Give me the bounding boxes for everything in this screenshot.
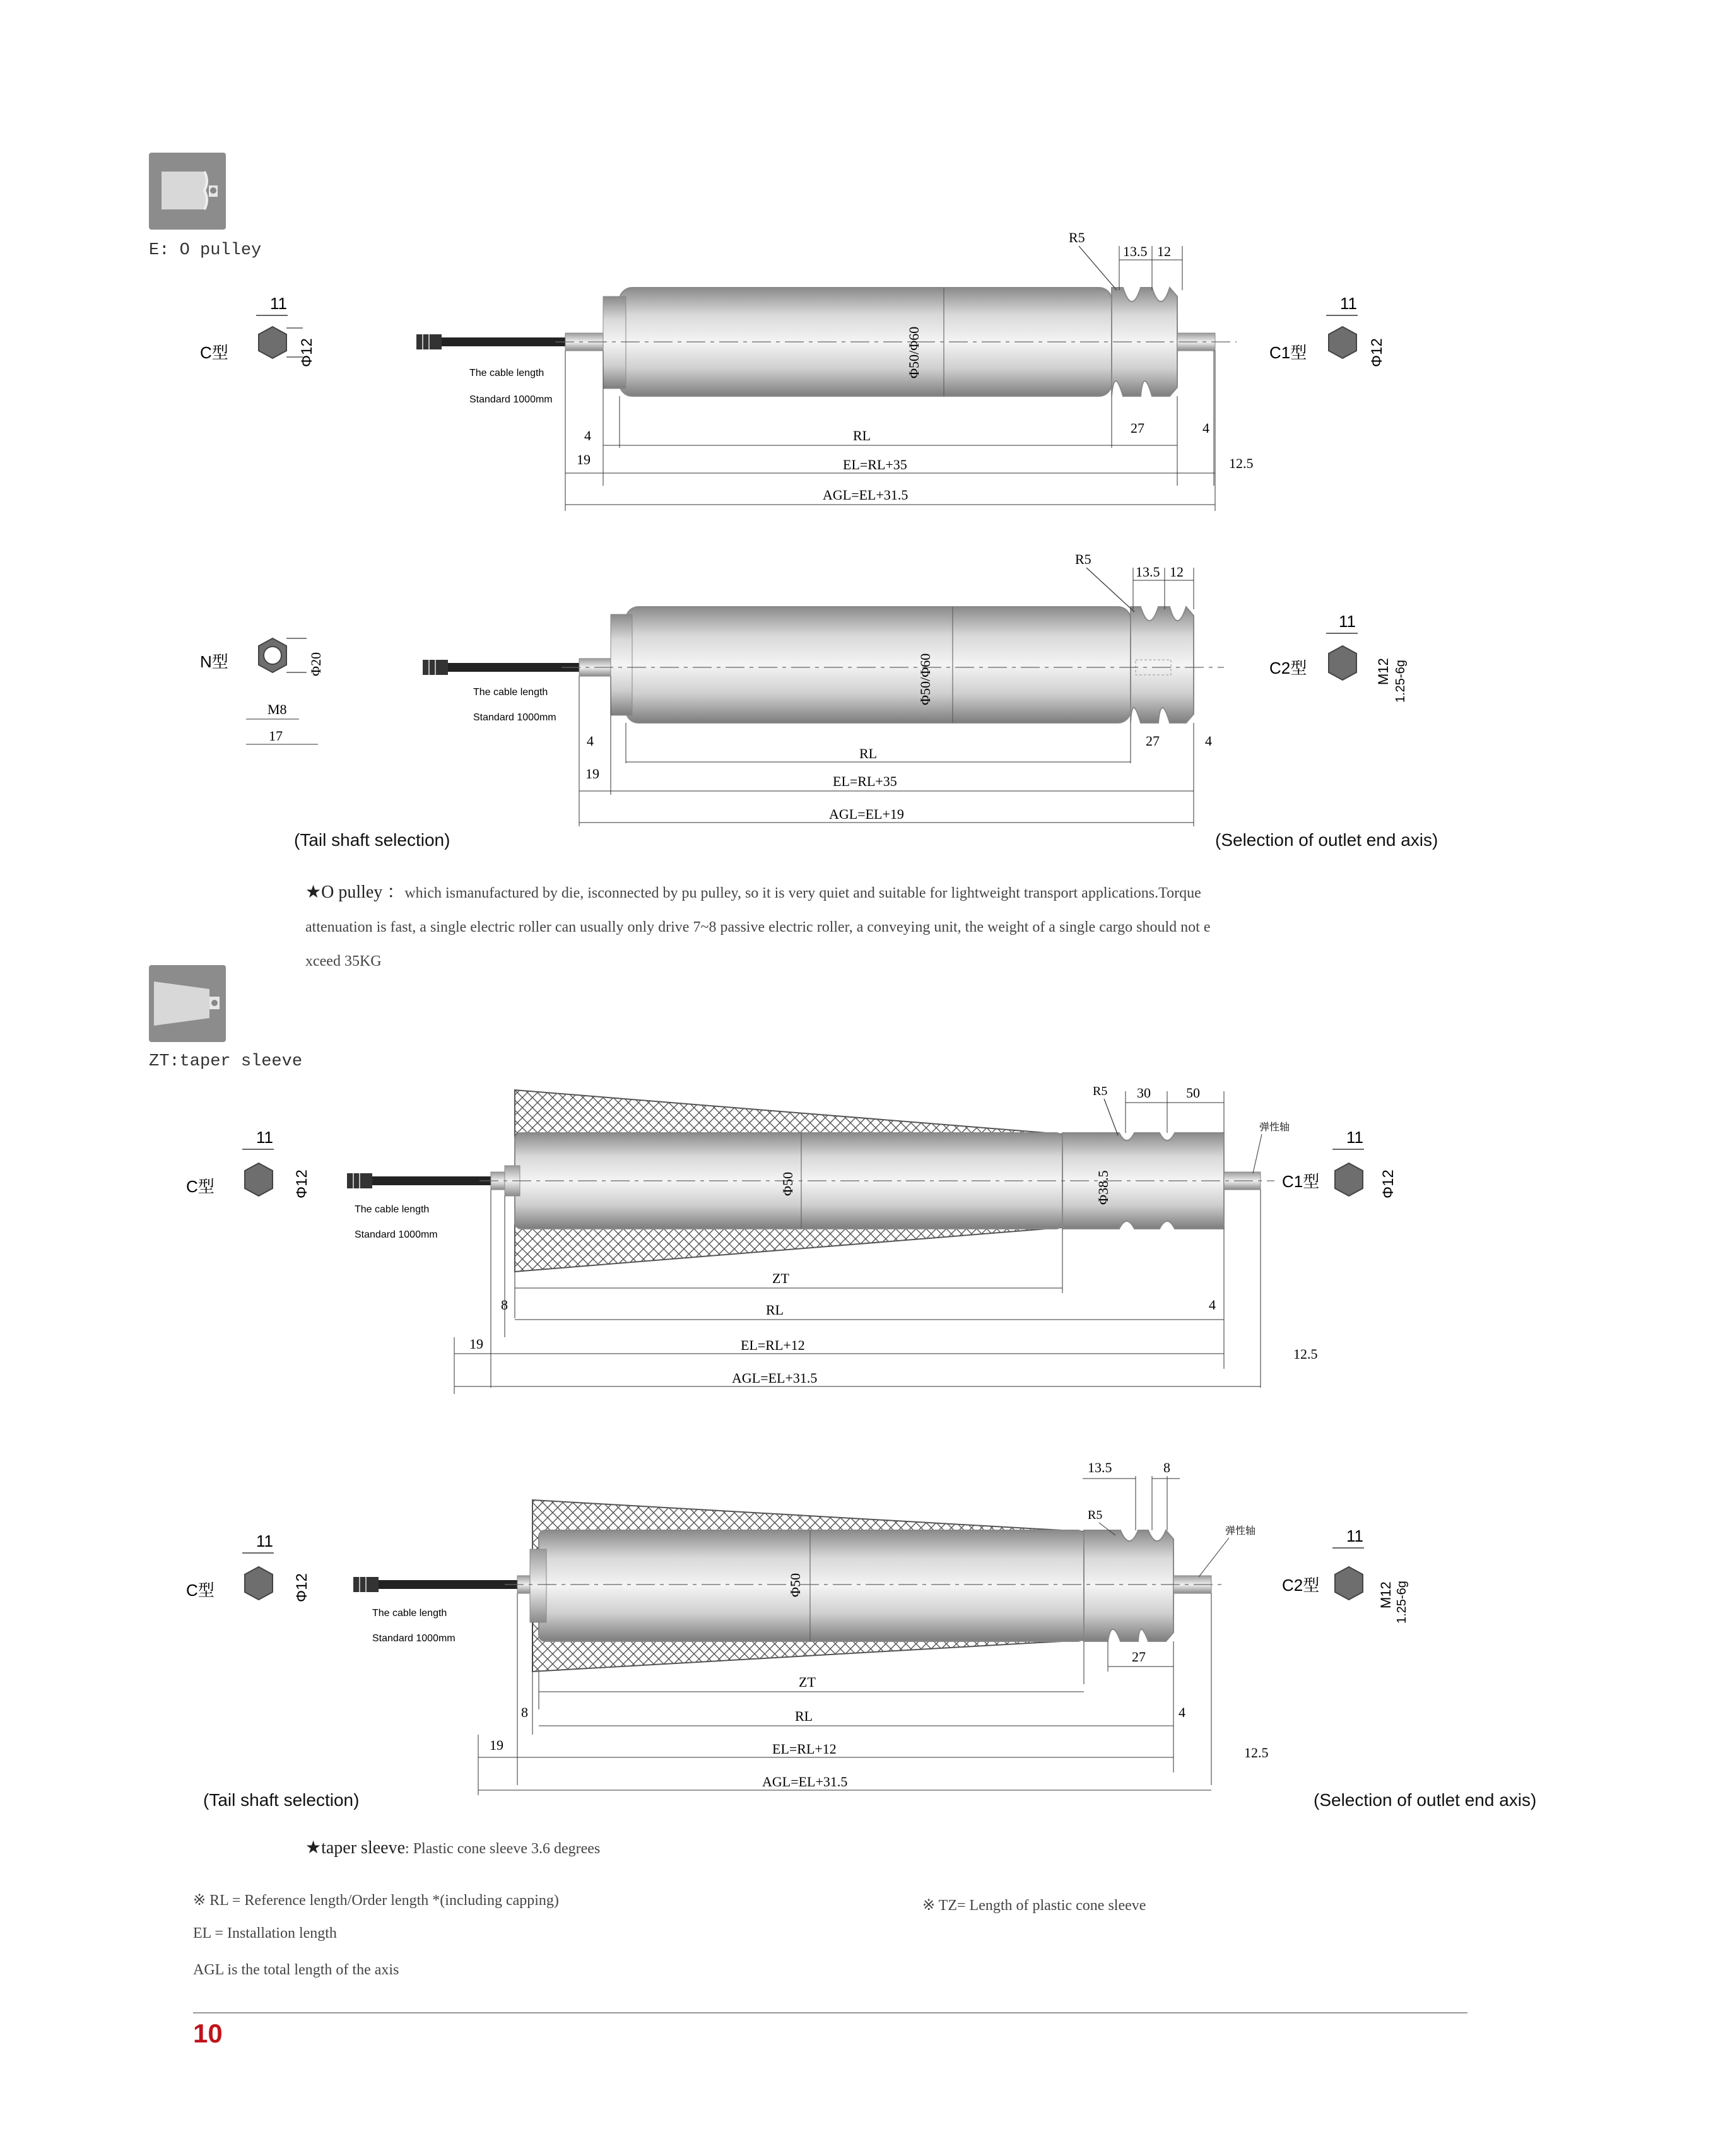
groove-width-label: 13.5 [1123, 243, 1148, 259]
dim-agl: AGL=EL+31.5 [762, 1774, 848, 1790]
left-dia-label: Φ20 [308, 652, 324, 676]
left-width-label: 11 [270, 294, 287, 313]
footer-divider [193, 2012, 1467, 2013]
dim-30: 30 [1137, 1085, 1151, 1101]
section-label-taper-sleeve: ZT:taper sleeve [149, 1052, 303, 1071]
dim-4: 4 [1209, 1297, 1216, 1313]
cable-standard-label: Standard 1000mm [372, 1633, 456, 1644]
tail-shaft-caption-taper: (Tail shaft selection) [203, 1790, 360, 1810]
right-pitch-label: 1.25-6g [1395, 1581, 1409, 1624]
left-width-label: 17 [269, 728, 283, 744]
dim-el: EL=RL+35 [833, 773, 897, 789]
outlet-axis-caption-taper: (Selection of outlet end axis) [1314, 1790, 1537, 1810]
right-width-label: 11 [1339, 612, 1356, 631]
right-thread-label: M12 [1375, 658, 1391, 685]
right-type-label: C1型 [1269, 343, 1307, 362]
left-dia-label: Φ12 [298, 338, 315, 367]
left-type-label: C型 [200, 343, 228, 362]
tail-shaft-caption: (Tail shaft selection) [294, 830, 450, 850]
dim-27: 27 [1131, 420, 1144, 436]
o-pulley-description [305, 876, 1466, 978]
page-number: 10 [193, 2018, 223, 2048]
dim-4-left: 4 [587, 733, 594, 749]
dim-19: 19 [577, 452, 591, 467]
taper-sleeve-description [305, 1836, 1189, 1861]
dim-4: 4 [1179, 1704, 1185, 1720]
dim-rl: RL [795, 1708, 813, 1724]
dim-rl: RL [859, 746, 878, 761]
left-type-label: N型 [200, 652, 228, 671]
dim-19: 19 [490, 1737, 503, 1753]
cable-standard-label: Standard 1000mm [473, 712, 556, 723]
right-width-label: 11 [1340, 294, 1357, 313]
tube-dia-label: Φ50/Φ60 [917, 653, 933, 705]
radius-label: R5 [1093, 1084, 1108, 1098]
dim-8: 8 [521, 1704, 528, 1720]
taper-sleeve-c2-diagram [164, 1457, 1514, 1798]
dim-50: 50 [1186, 1085, 1200, 1101]
dim-zt: ZT [772, 1270, 789, 1286]
o-pulley-description-line2: attenuation is fast, a single electric roller can usually only drive 7~8 passive electric roller, a conveying unit, the weight of a single cargo should not e [305, 919, 1211, 935]
right-pitch-label: 1.25-6g [1394, 660, 1408, 703]
groove-width-label: 13.5 [1136, 564, 1160, 580]
dim-27: 27 [1132, 1649, 1146, 1665]
radius-label: R5 [1088, 1508, 1103, 1522]
left-dia-label: Φ12 [293, 1169, 310, 1198]
spring-shaft-label: 弹性轴 [1225, 1526, 1256, 1537]
cable-standard-label: Standard 1000mm [355, 1229, 438, 1240]
tube-dia-label: Φ50 [780, 1171, 796, 1196]
taper-sleeve-description-lead: ★taper sleeve [305, 1838, 406, 1858]
taper-sleeve-thumbnail [149, 965, 226, 1042]
cable-length-label: The cable length [355, 1204, 430, 1215]
right-width-label: 11 [1346, 1128, 1363, 1147]
taper-sleeve-icon [149, 965, 226, 1042]
end-dia-label: Φ38.5 [1095, 1170, 1111, 1205]
right-thread-label: M12 [1378, 1581, 1394, 1608]
dim-4-right: 4 [1202, 420, 1209, 436]
dim-19: 19 [585, 766, 599, 782]
right-width-label: 11 [1346, 1526, 1363, 1545]
dim-rl: RL [766, 1302, 784, 1318]
groove-gap-label: 12 [1157, 243, 1171, 259]
dim-agl: AGL=EL+31.5 [732, 1370, 818, 1386]
dim-8: 8 [501, 1297, 508, 1313]
dim-el: EL=RL+12 [772, 1741, 837, 1757]
cable-length-label: The cable length [473, 687, 548, 698]
taper-sleeve-c1-diagram [164, 1072, 1514, 1400]
dim-4-left: 4 [584, 428, 591, 443]
dim-el: EL=RL+12 [741, 1337, 805, 1353]
radius-label: R5 [1069, 230, 1085, 245]
dim-4-right: 4 [1205, 733, 1212, 749]
dim-27: 27 [1146, 733, 1160, 749]
note-tz: ※ TZ= Length of plastic cone sleeve [922, 1897, 1146, 1914]
dim-19: 19 [469, 1336, 483, 1352]
o-pulley-icon [149, 153, 226, 230]
o-pulley-description-line3: xceed 35KG [305, 953, 382, 970]
dim-agl: AGL=EL+19 [829, 806, 904, 822]
groove-width-label: 13.5 [1088, 1460, 1112, 1475]
section-label-o-pulley: E: O pulley [149, 241, 262, 260]
right-type-label: C2型 [1269, 659, 1307, 677]
left-width-label: 11 [256, 1128, 273, 1147]
right-dia-label: Φ12 [1380, 1169, 1397, 1198]
left-dia-label: Φ12 [293, 1573, 310, 1602]
taper-sleeve-description-text: : Plastic cone sleeve 3.6 degrees [405, 1841, 601, 1857]
radius-label: R5 [1075, 551, 1091, 567]
o-pulley-description-line1: which ismanufactured by die, isconnected by pu pulley, so it is very quiet and suitable for lightweight transport applications.Torque [404, 885, 1201, 901]
o-pulley-thumbnail [149, 153, 226, 230]
dim-8-top: 8 [1163, 1460, 1170, 1475]
tube-dia-label: Φ50 [787, 1573, 803, 1597]
spring-shaft-label: 弹性轴 [1259, 1122, 1290, 1133]
left-type-label: C型 [186, 1581, 215, 1600]
left-width-label: 11 [256, 1532, 273, 1550]
dim-12-5: 12.5 [1293, 1346, 1318, 1362]
tube-dia-label: Φ50/Φ60 [906, 326, 922, 378]
left-thread-label: M8 [268, 701, 287, 717]
right-type-label: C1型 [1282, 1172, 1320, 1191]
dim-rl: RL [853, 428, 871, 443]
right-type-label: C2型 [1282, 1576, 1320, 1595]
o-pulley-description-lead: ★O pulley ： [305, 882, 405, 902]
o-pulley-c1-diagram [164, 227, 1514, 524]
dim-12-5: 12.5 [1244, 1745, 1269, 1761]
roller-tube-shape [539, 1530, 1084, 1641]
left-type-label: C型 [186, 1177, 215, 1196]
dim-el: EL=RL+35 [843, 457, 907, 472]
dim-agl: AGL=EL+31.5 [823, 487, 908, 503]
cable-length-label: The cable length [469, 368, 544, 378]
o-pulley-c2-diagram [164, 549, 1514, 839]
c-hex-shape [259, 327, 286, 358]
note-el: EL = Installation length [193, 1925, 337, 1942]
cable-standard-label: Standard 1000mm [469, 394, 553, 405]
cable-length-label: The cable length [372, 1608, 447, 1619]
dim-zt: ZT [799, 1674, 816, 1690]
note-agl: AGL is the total length of the axis [193, 1962, 399, 1978]
groove-gap-label: 12 [1170, 564, 1184, 580]
right-dia-label: Φ12 [1368, 338, 1385, 367]
outlet-axis-caption: (Selection of outlet end axis) [1215, 830, 1438, 850]
dim-12-5: 12.5 [1229, 455, 1254, 471]
roller-tube-shape [626, 607, 1131, 723]
note-rl: ※ RL = Reference length/Order length *(including capping) [193, 1892, 559, 1909]
